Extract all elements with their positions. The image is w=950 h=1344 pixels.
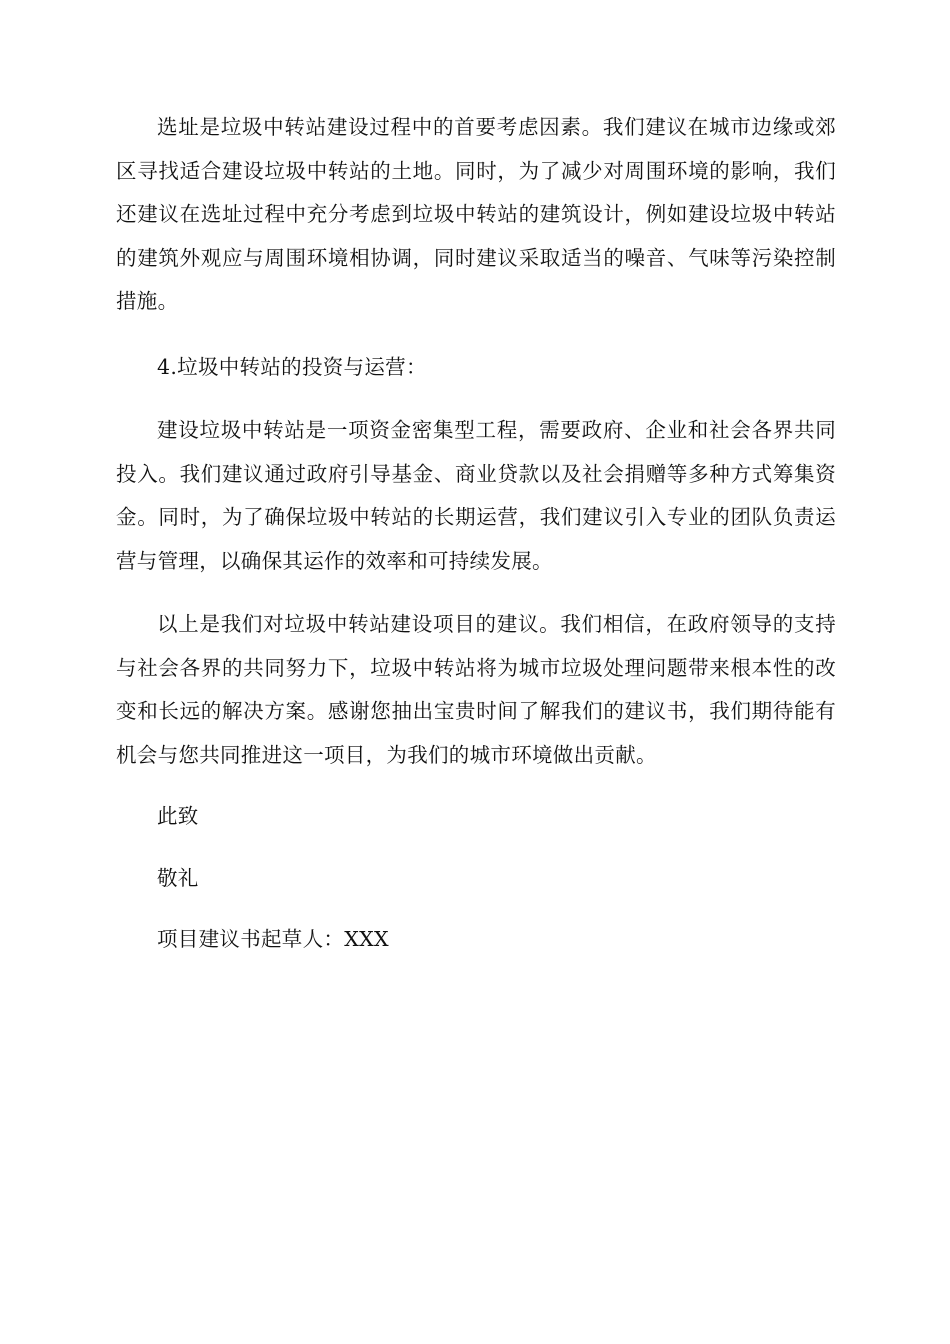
paragraph-site-selection: 选址是垃圾中转站建设过程中的首要考虑因素。我们建议在城市边缘或郊区寻找适合建设垃圾中转站的土地。同时，为了减少对周围环境的影响，我们还建议在选址过程中充分考虑到垃圾中转站的建筑设计，例如建设垃圾中转站的建筑外观应与周围环境相协调，同时建议采取适当的噪音、气味等污染控制措施。 xyxy=(116,115,836,313)
paragraph-investment: 建设垃圾中转站是一项资金密集型工程，需要政府、企业和社会各界共同投入。我们建议通过政府引导基金、商业贷款以及社会捐赠等多种方式筹集资金。同时，为了确保垃圾中转站的长期运营，我们建议引入专业的团队负责运营与管理，以确保其运作的效率和可持续发展。 xyxy=(116,418,836,573)
document-body xyxy=(116,106,836,962)
closing-salutation-1: 此致 xyxy=(157,804,199,828)
signature-line: 项目建议书起草人：XXX xyxy=(157,927,389,951)
paragraph-conclusion: 以上是我们对垃圾中转站建设项目的建议。我们相信，在政府领导的支持与社会各界的共同努力下，垃圾中转站将为城市垃圾处理问题带来根本性的改变和长远的解决方案。感谢您抽出宝贵时间了解我们的建议书，我们期待能有机会与您共同推进这一项目，为我们的城市环境做出贡献。 xyxy=(116,612,836,767)
closing-salutation-2: 敬礼 xyxy=(157,865,199,890)
section-heading-investment-operation: 4.垃圾中转站的投资与运营： xyxy=(157,354,427,379)
